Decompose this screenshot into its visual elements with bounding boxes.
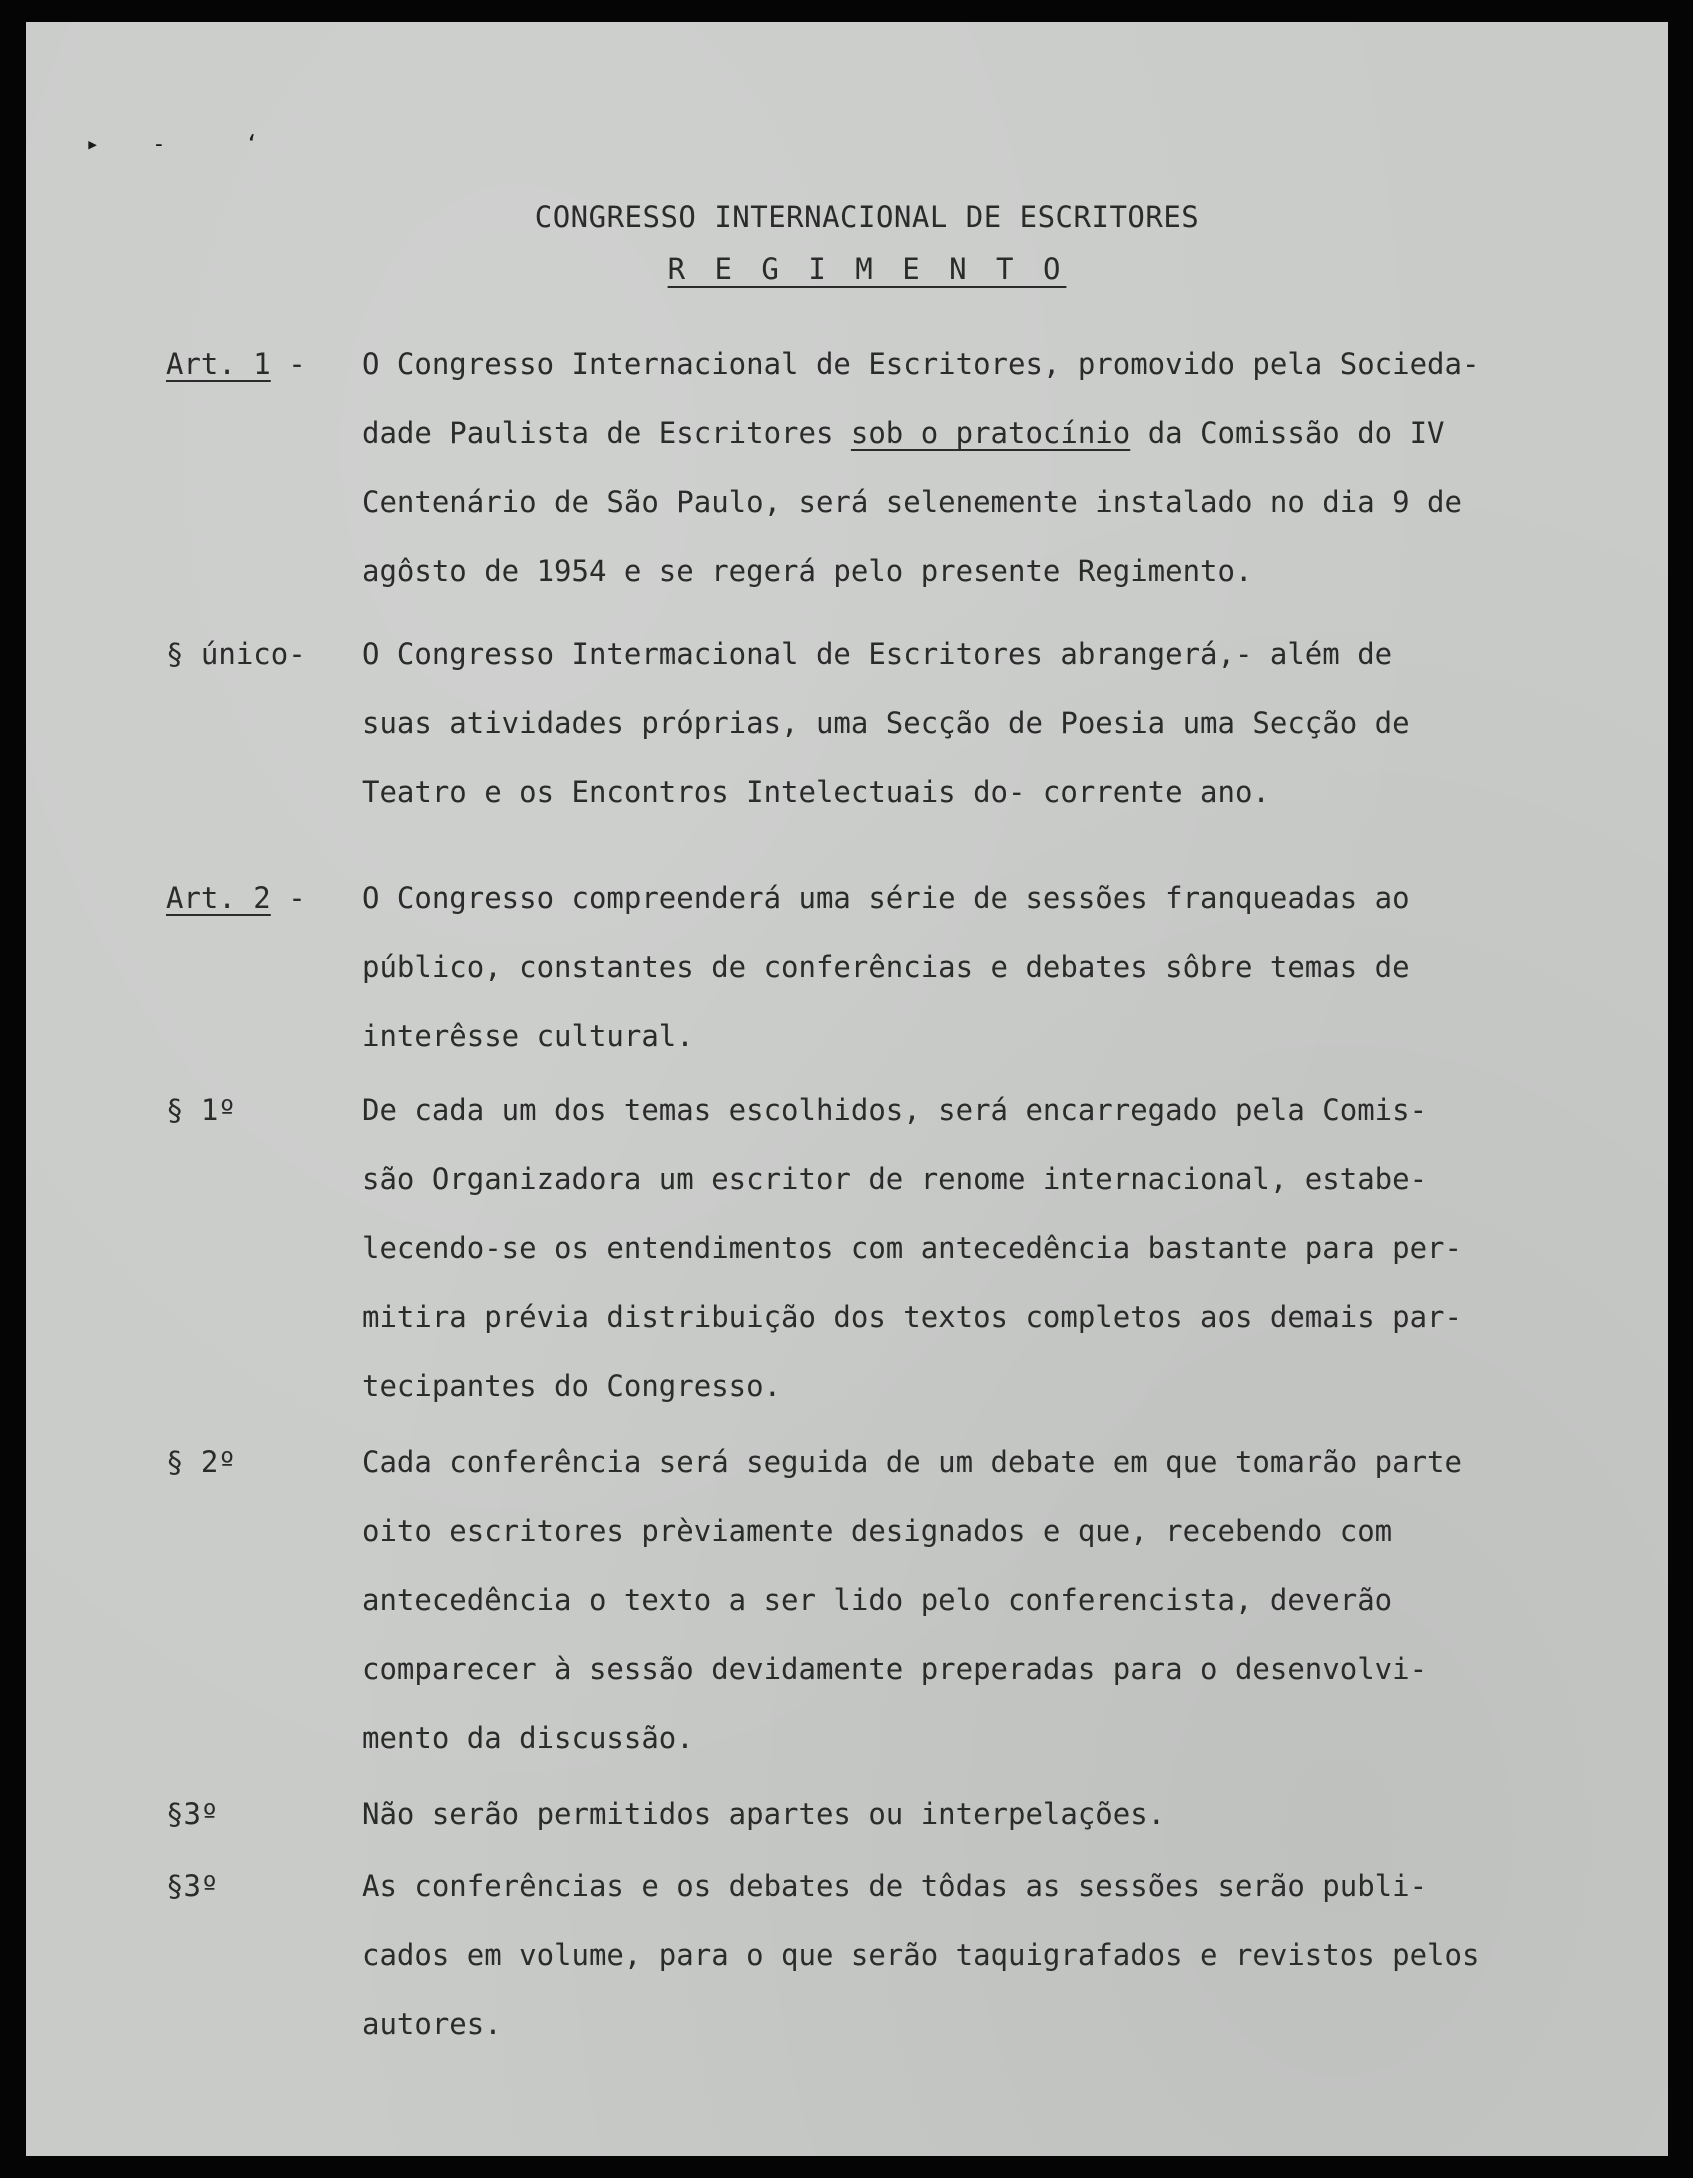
text-line: O Congresso Intermacional de Escritores abrangerá,- além de <box>362 637 1393 671</box>
text-line: oito escritores prèviamente designados e que, recebendo com <box>362 1514 1393 1548</box>
paragraph-2-text <box>362 1428 1622 1773</box>
text-line: dade Paulista de Escritores sob o pratocínio da Comissão do IV <box>362 416 1445 450</box>
paragraph-2-label: § 2º <box>166 1445 236 1479</box>
paragraph-1-label: § 1º <box>166 1093 236 1127</box>
document-subtitle <box>26 252 1668 286</box>
paragraph-3a-text <box>362 1780 1622 1849</box>
paragraph-3b-label: §3º <box>166 1869 219 1903</box>
text-line: cados em volume, para o que serão taquigrafados e revistos pelos <box>362 1938 1480 1972</box>
text-line: autores. <box>362 2007 502 2041</box>
text-line: comparecer à sessão devidamente preperadas para o desenvolvi- <box>362 1652 1428 1686</box>
paragraph-3a-label: §3º <box>166 1797 219 1831</box>
text-line: Cada conferência será seguida de um debate em que tomarão parte <box>362 1445 1462 1479</box>
text-line: público, constantes de conferências e debates sôbre temas de <box>362 950 1410 984</box>
text-line: tecipantes do Congresso. <box>362 1369 782 1403</box>
text-line: lecendo-se os entendimentos com antecedência bastante para per- <box>362 1231 1462 1265</box>
text-line: As conferências e os debates de tôdas as sessões serão publi- <box>362 1869 1428 1903</box>
text-line: mitira prévia distribuição dos textos completos aos demais par- <box>362 1300 1462 1334</box>
text-line: mento da discussão. <box>362 1721 694 1755</box>
article-2-text <box>362 864 1622 1071</box>
article-1-label: Art. 1 - <box>166 347 306 381</box>
text-line: Centenário de São Paulo, será selenemente instalado no dia 9 de <box>362 485 1462 519</box>
text-line: De cada um dos temas escolhidos, será encarregado pela Comis- <box>362 1093 1428 1127</box>
subtitle-text: R E G I M E N T O <box>667 252 1067 286</box>
stray-ink-mark: ▸ ‐ ʻ <box>86 132 259 157</box>
paragraph-unico-label: § único- <box>166 637 306 671</box>
text-line: suas atividades próprias, uma Secção de Poesia uma Secção de <box>362 706 1410 740</box>
underlined-phrase: sob o pratocínio <box>850 416 1131 450</box>
document-title: CONGRESSO INTERNACIONAL DE ESCRITORES <box>534 200 1200 234</box>
text-line: antecedência o texto a ser lido pelo conferencista, deverão <box>362 1583 1393 1617</box>
paragraph-1-text <box>362 1076 1622 1421</box>
text-line: Teatro e os Encontros Intelectuais do- corrente ano. <box>362 775 1270 809</box>
text-line: são Organizadora um escritor de renome internacional, estabe- <box>362 1162 1428 1196</box>
text-line: Não serão permitidos apartes ou interpelações. <box>362 1797 1166 1831</box>
document-page <box>26 22 1668 2156</box>
text-line: O Congresso Internacional de Escritores, promovido pela Socieda- <box>362 347 1480 381</box>
paragraph-unico-text <box>362 620 1622 827</box>
article-2-label: Art. 2 - <box>166 881 306 915</box>
text-line: O Congresso compreenderá uma série de sessões franqueadas ao <box>362 881 1410 915</box>
text-line: agôsto de 1954 e se regerá pelo presente Regimento. <box>362 554 1253 588</box>
text-line: interêsse cultural. <box>362 1019 694 1053</box>
article-1-text <box>362 330 1622 606</box>
paragraph-3b-text <box>362 1852 1622 2059</box>
